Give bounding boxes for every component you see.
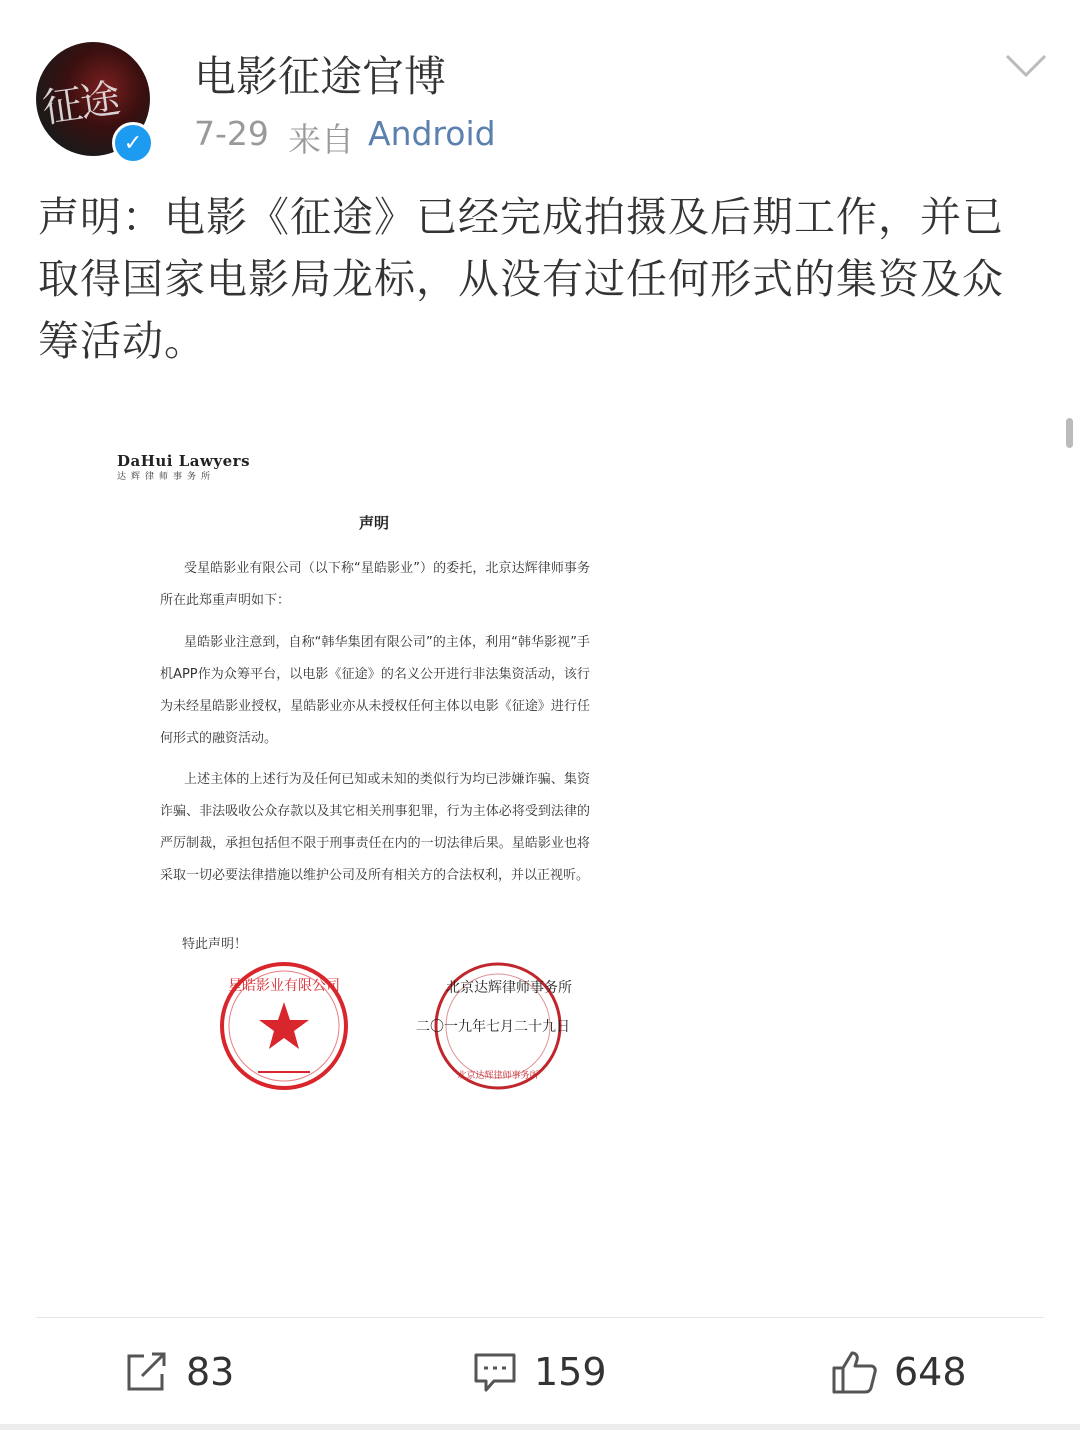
company-seal — [218, 960, 350, 1092]
doc-paragraph-3: 上述主体的上述行为及任何已知或未知的类似行为均已涉嫌诈骗、集资诈骗、非法吸收公众存款以及其它相关刑事犯罪，行为主体必将受到法律的严厉制裁，承担包括但不限于刑事责任在内的一切法律后果。星皓影业也将采取一切必要法律措施以维护公司及所有相关方的合法权利，并以正视听。 — [160, 772, 590, 883]
comment-icon — [472, 1350, 518, 1394]
post-source[interactable]: Android — [368, 114, 496, 153]
scrollbar[interactable] — [1066, 418, 1073, 448]
repost-count: 83 — [186, 1350, 235, 1394]
comment-button[interactable] — [472, 1340, 607, 1404]
divider — [36, 1317, 1044, 1318]
like-count: 648 — [894, 1350, 967, 1394]
avatar-logo-text: 征途 — [39, 75, 122, 133]
chevron-down-icon[interactable] — [1004, 52, 1048, 80]
post-from-label: 来自 — [288, 120, 354, 159]
doc-closing: 特此声明！ — [182, 937, 248, 952]
repost-icon — [124, 1350, 170, 1394]
company-seal-text: 星皓影业有限公司 — [228, 978, 340, 994]
law-firm-seal-text: 北京达辉律师事务所 — [457, 1071, 539, 1081]
like-icon — [830, 1349, 878, 1395]
verified-icon: ✓ — [112, 122, 154, 164]
repost-button[interactable] — [124, 1340, 234, 1404]
doc-paragraph-1: 受星皓影业有限公司（以下称“星皓影业”）的委托，北京达辉律师事务所在此郑重声明如下： — [160, 561, 590, 608]
doc-paragraph-2: 星皓影业注意到，自称“韩华集团有限公司”的主体，利用“韩华影视”手机APP作为众筹平台，以电影《征途》的名义公开进行非法集资活动，该行为未经星皓影业授权，星皓影业亦从未授权任何主体以电影《征途》进行任何形式的融资活动。 — [160, 635, 590, 746]
doc-logo-sub: 达辉律师事务所 — [117, 472, 216, 482]
post-time: 7-29 — [194, 114, 269, 153]
bottom-edge — [0, 1424, 1080, 1430]
doc-logo: DaHui Lawyers — [117, 452, 251, 470]
like-button[interactable] — [830, 1340, 967, 1404]
doc-title: 声明 — [358, 514, 389, 532]
doc-signature-date: 二〇一九年七月二十九日 — [416, 1019, 570, 1035]
doc-signature-firm: 北京达辉律师事务所 — [446, 980, 572, 996]
post-text: 声明：电影《征途》已经完成拍摄及后期工作，并已取得国家电影局龙标，从没有过任何形式的集资及众筹活动。 — [38, 193, 1004, 365]
comment-count: 159 — [534, 1350, 607, 1394]
user-name[interactable]: 电影征途官博 — [194, 52, 447, 101]
